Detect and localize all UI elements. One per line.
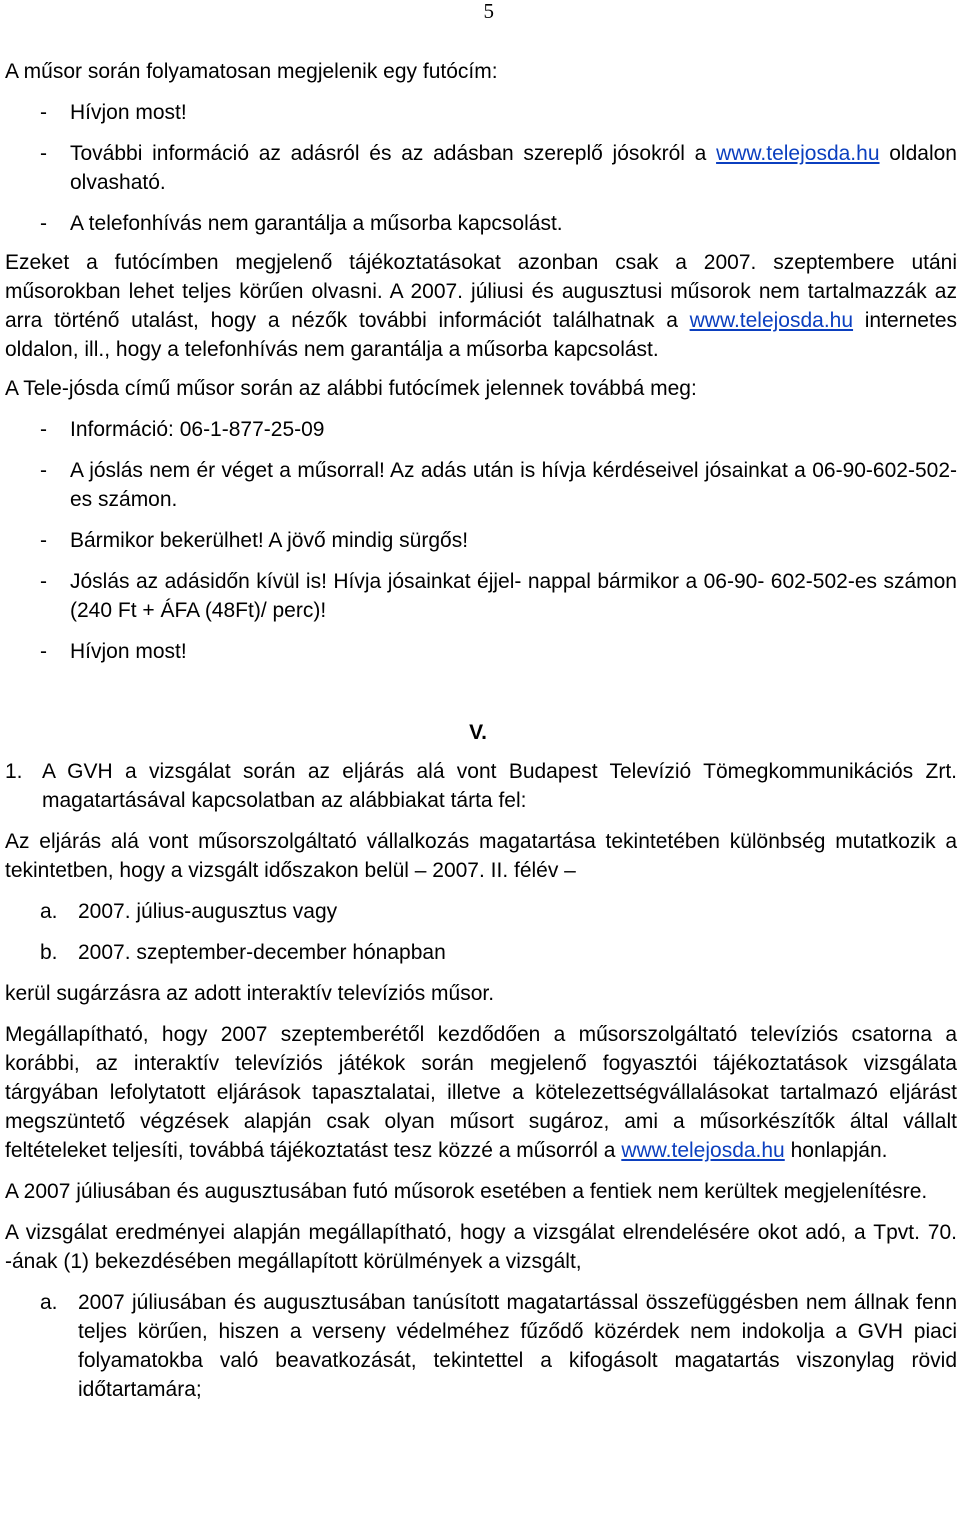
ticker-item-text: Jóslás az adásidőn kívül is! Hívja jósainkat éjjel- nappal bármikor a 06-90- 602-502-es számon (240 Ft + ÁFA (48Ft)/ perc)!: [70, 570, 957, 622]
ticker-text-before: További információ az adásról és az adásban szereplő jósokról a: [70, 142, 717, 165]
final-item: [5, 1288, 957, 1404]
paragraph-text: internetes oldalon, ill., hogy a telefonhívás nem garantálja a műsorba kapcsolást.: [5, 309, 957, 361]
ticker-item-text: A telefonhívás nem garantálja a műsorba kapcsolást.: [70, 212, 563, 235]
ticker-item: [5, 209, 957, 238]
period-text: 2007. július-augusztus vagy: [78, 900, 338, 923]
document-body: [5, 57, 957, 1404]
ticker-item: [5, 415, 957, 444]
paragraph-ticker-note: [5, 248, 957, 364]
ticker-item-text: Információ: 06-1-877-25-09: [70, 418, 325, 441]
paragraph-july-august: A 2007 júliusában és augusztusában futó műsorok esetében a fentiek nem kerültek megjelenítésre.: [5, 1180, 928, 1203]
ticker-item-text: Hívjon most!: [70, 640, 187, 663]
numbered-marker: 1.: [5, 760, 23, 783]
ticker-item: [5, 526, 957, 555]
dash-marker: -: [40, 101, 47, 124]
telejosda-link[interactable]: www.telejosda.hu: [716, 142, 880, 165]
section-heading: V.: [469, 721, 487, 744]
dash-marker: -: [40, 640, 47, 663]
period-item: [5, 897, 957, 926]
paragraph-difference: Az eljárás alá vont műsorszolgáltató vállalkozás magatartása tekintetében különbség mutatkozik a tekintetben, hogy a vizsgált időszakon belül – 2007. II. félév –: [5, 830, 957, 882]
paragraph-tele-josda: A Tele-jósda című műsor során az alábbi futócímek jelennek továbbá meg:: [5, 377, 697, 400]
intro-line: A műsor során folyamatosan megjelenik egy futócím:: [5, 60, 498, 83]
paragraph-text: Ezeket a futócímben megjelenő tájékoztatásokat azonban csak a 2007. szeptembere utáni műsorokban lehet teljes körűen olvasni. A 2007. júliusi és augusztusi műsorok nem tartalmazzák az arra történő utalást, hogy a nézők további információt találhatnak a: [5, 251, 957, 332]
dash-marker: -: [40, 142, 47, 165]
dash-marker: -: [40, 529, 47, 552]
final-marker: a.: [40, 1291, 58, 1314]
ticker-item: [5, 637, 957, 666]
ticker-item: [5, 567, 957, 625]
dash-marker: -: [40, 570, 47, 593]
ticker-item: [5, 139, 957, 197]
ticker-item: [5, 98, 957, 127]
paragraph-text: honlapján.: [784, 1139, 888, 1162]
ticker-item-text: A jóslás nem ér véget a műsorral! Az adás után is hívja kérdéseivel jósainkat a 06-90-602-502-es számon.: [70, 459, 957, 511]
ticker-item-text: [70, 139, 957, 197]
ticker-item: [5, 456, 957, 514]
paragraph-results: A vizsgálat eredményei alapján megállapítható, hogy a vizsgálat elrendelésére okot adó, a Tpvt. 70. -ának (1) bekezdésében megállapított körülmények a vizsgált,: [5, 1221, 957, 1273]
page-number: 5: [483, 0, 494, 23]
period-marker: a.: [40, 900, 58, 923]
paragraph-broadcast: kerül sugárzásra az adott interaktív televíziós műsor.: [5, 982, 495, 1005]
ticker-item-text: Bármikor bekerülhet! A jövő mindig sürgős!: [70, 529, 469, 552]
period-item: [5, 938, 957, 967]
period-text: 2007. szeptember-december hónapban: [78, 941, 446, 964]
telejosda-link[interactable]: www.telejosda.hu: [621, 1139, 785, 1162]
dash-marker: -: [40, 418, 47, 441]
telejosda-link[interactable]: www.telejosda.hu: [689, 309, 854, 332]
paragraph-findings: [5, 1020, 957, 1165]
ticker-item-text: Hívjon most!: [70, 101, 187, 124]
numbered-item: [5, 757, 957, 815]
final-item-text: 2007 júliusában és augusztusában tanúsított magatartással összefüggésben nem állnak fenn teljes körűen, hiszen a verseny védelméhez fűződő közérdek nem indokolja a GVH piaci folyamatokba való beavatkozását, tekintettel a kifogásolt magatartás viszonylag rövid időtartamára;: [78, 1291, 957, 1401]
dash-marker: -: [40, 459, 47, 482]
numbered-item-text: A GVH a vizsgálat során az eljárás alá vont Budapest Televízió Tömegkommunikációs Zrt. magatartásával kapcsolatban az alábbiakat tárta fel:: [42, 760, 957, 812]
paragraph-text: Megállapítható, hogy 2007 szeptemberétől kezdődően a műsorszolgáltató televíziós csatorna a korábbi, az interaktív televíziós játékok során megjelenő fogyasztói tájékoztatások vizsgálata tárgyában lefolytatott eljárások tapasztalatai, illetve a kötelezettségvállalásokat tartalmazó eljárást megszüntető végzések alapján csak olyan műsort sugároz, ami a műsorkészítők által vállalt feltételeket teljesíti, továbbá tájékoztatást tesz közzé a műsorról a: [5, 1023, 957, 1162]
dash-marker: -: [40, 212, 47, 235]
period-marker: b.: [40, 941, 58, 964]
ticker-text-after: oldalon olvasható.: [70, 142, 957, 194]
